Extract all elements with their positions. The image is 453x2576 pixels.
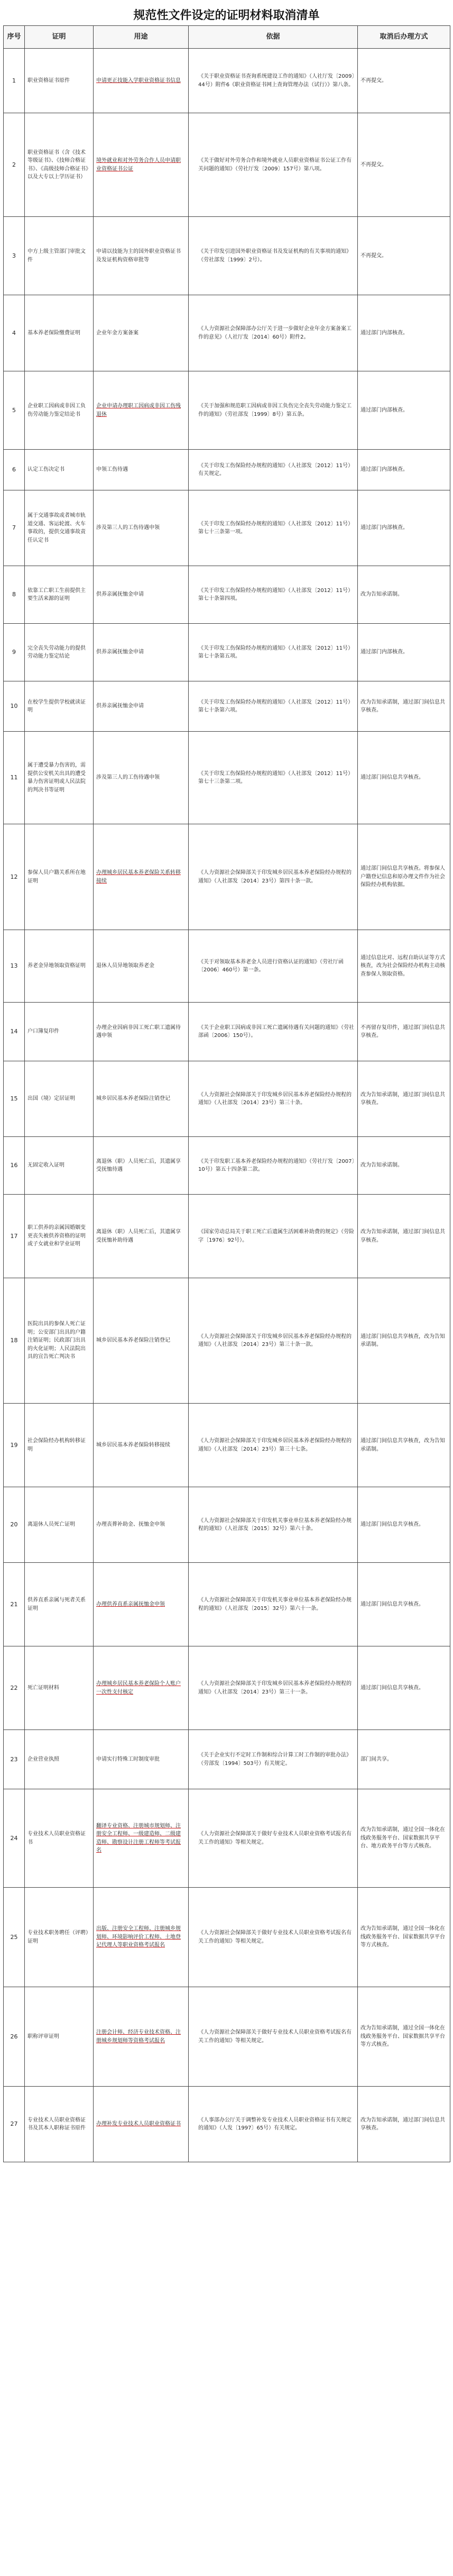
row-certificate: 职业资格证书原件 bbox=[25, 49, 94, 113]
purpose-text: 申请更正技能入学职业资格证书信息 bbox=[96, 77, 181, 84]
table-row bbox=[4, 1003, 450, 1061]
purpose-text: 企业年金方案备案 bbox=[96, 330, 138, 336]
table-row bbox=[4, 1404, 450, 1487]
purpose-text: 办理丧葬补助金、抚恤金申领 bbox=[96, 1522, 165, 1528]
row-after-cancellation: 改为告知承诺制，通过全国一体化在线政务服务平台、国家数据共享平台、地方政务平台等方式核查。 bbox=[358, 1789, 450, 1888]
table-row bbox=[4, 371, 450, 450]
row-number: 6 bbox=[4, 450, 25, 490]
row-after-cancellation: 不再提交。 bbox=[358, 217, 450, 295]
purpose-text: 涉及第三人的工伤待遇申领 bbox=[96, 525, 160, 531]
page-title: 规范性文件设定的证明材料取消清单 bbox=[133, 8, 320, 22]
row-certificate: 属于交通事故或者城市轨道交通、客运轮渡、火车事故的，提供交通事故责任认定书 bbox=[25, 490, 94, 566]
row-purpose bbox=[94, 490, 189, 566]
row-after-cancellation: 改为告知承诺制，通过全国一体化在线政务服务平台、国家数据共享平台等方式核查。 bbox=[358, 1987, 450, 2087]
row-certificate: 离退休人员死亡证明 bbox=[25, 1487, 94, 1563]
row-number: 14 bbox=[4, 1003, 25, 1061]
purpose-text: 境外就业和对外劳务合作人员申请职业资格证书公证 bbox=[96, 158, 181, 172]
table-row bbox=[4, 824, 450, 930]
header-certificate: 证明 bbox=[25, 26, 94, 49]
row-certificate: 基本养老保险缴费证明 bbox=[25, 295, 94, 371]
purpose-text: 申请实行特殊工时制度审批 bbox=[96, 1756, 160, 1762]
row-number: 18 bbox=[4, 1278, 25, 1404]
row-basis: 《关于对领取基本养老金人员进行资格认证的通知》（劳社厅函〔2006〕460号）第一条。 bbox=[189, 930, 358, 1003]
row-purpose bbox=[94, 1888, 189, 1987]
row-purpose bbox=[94, 1646, 189, 1730]
row-after-cancellation: 改为告知承诺制。 bbox=[358, 566, 450, 624]
row-purpose bbox=[94, 1061, 189, 1137]
row-after-cancellation: 通过部门间信息共享核查。 bbox=[358, 1563, 450, 1646]
row-after-cancellation: 通过部门内部核查。 bbox=[358, 295, 450, 371]
table-row bbox=[4, 624, 450, 681]
row-certificate: 中方上级主管部门审批文件 bbox=[25, 217, 94, 295]
row-basis: 《关于印发职工基本养老保险经办规程的通知》（劳社厅发〔2007〕10号）第五十四条第二款。 bbox=[189, 1137, 358, 1195]
row-basis: 《人力资源社会保障部关于印发城乡居民基本养老保险经办规程的通知》（人社部发〔2014〕23号）第三十七条。 bbox=[189, 1404, 358, 1487]
row-after-cancellation: 通过部门间信息共享核查。 bbox=[358, 1487, 450, 1563]
row-purpose bbox=[94, 1730, 189, 1789]
row-number: 17 bbox=[4, 1195, 25, 1278]
row-certificate: 专业技术职务聘任（评聘）证明 bbox=[25, 1888, 94, 1987]
row-number: 22 bbox=[4, 1646, 25, 1730]
row-number: 11 bbox=[4, 732, 25, 824]
row-certificate: 出国（境）定居证明 bbox=[25, 1061, 94, 1137]
row-basis: 《关于做好对外劳务合作和境外就业人员职业资格证书公证工作有关问题的通知》（劳社厅发〔2009〕157号）第八项。 bbox=[189, 113, 358, 217]
row-number: 13 bbox=[4, 930, 25, 1003]
table-row bbox=[4, 113, 450, 217]
row-after-cancellation: 改为告知承诺制，通过部门间信息共享核查。 bbox=[358, 2087, 450, 2162]
row-number: 16 bbox=[4, 1137, 25, 1195]
row-after-cancellation: 通过部门内部核查。 bbox=[358, 450, 450, 490]
row-basis: 《人力资源社会保障部关于印发机关事业单位基本养老保险经办规程的通知》（人社部发〔2015〕32号）第六十条。 bbox=[189, 1487, 358, 1563]
row-number: 24 bbox=[4, 1789, 25, 1888]
table-row bbox=[4, 1061, 450, 1137]
row-certificate: 专业技术人员职业资格证书及其本人职称证书原件 bbox=[25, 2087, 94, 2162]
table-row bbox=[4, 450, 450, 490]
purpose-text: 供养亲属抚恤金申请 bbox=[96, 703, 144, 709]
row-certificate: 养老金异地领取资格证明 bbox=[25, 930, 94, 1003]
row-number: 20 bbox=[4, 1487, 25, 1563]
purpose-text: 出版、注册安全工程师、注册城乡规划师、环境影响评价工程师、土地登记代理人等职业资格考试报名 bbox=[96, 1926, 181, 1949]
table-row bbox=[4, 1987, 450, 2087]
row-purpose bbox=[94, 295, 189, 371]
row-purpose bbox=[94, 1137, 189, 1195]
row-certificate: 企业营业执照 bbox=[25, 1730, 94, 1789]
row-basis: 《关于印发引进国外职业资格证书及发证机构的有关事项的通知》（劳社部发〔1999〕2号）。 bbox=[189, 217, 358, 295]
table-row bbox=[4, 295, 450, 371]
row-after-cancellation: 不再留存复印件，通过部门间信息共享核查。 bbox=[358, 1003, 450, 1061]
row-certificate: 专业技术人员职业资格证书 bbox=[25, 1789, 94, 1888]
row-certificate: 户口簿复印件 bbox=[25, 1003, 94, 1061]
row-certificate: 认定工伤决定书 bbox=[25, 450, 94, 490]
row-number: 10 bbox=[4, 681, 25, 732]
row-certificate: 无固定收入证明 bbox=[25, 1137, 94, 1195]
row-basis: 《人力资源社会保障部办公厅关于进一步做好企业年金方案备案工作的意见》（人社厅发〔2014〕60号）附件2。 bbox=[189, 295, 358, 371]
row-purpose bbox=[94, 624, 189, 681]
row-purpose bbox=[94, 371, 189, 450]
table-row bbox=[4, 930, 450, 1003]
purpose-text: 供养亲属抚恤金申请 bbox=[96, 649, 144, 656]
purpose-text: 城乡居民基本养老保险转移接续 bbox=[96, 1442, 170, 1448]
row-purpose bbox=[94, 2087, 189, 2162]
table-row bbox=[4, 1730, 450, 1789]
row-purpose bbox=[94, 1789, 189, 1888]
row-after-cancellation: 改为告知承诺制，通过部门间信息共享核查。 bbox=[358, 1195, 450, 1278]
row-number: 7 bbox=[4, 490, 25, 566]
row-number: 21 bbox=[4, 1563, 25, 1646]
row-number: 15 bbox=[4, 1061, 25, 1137]
purpose-text: 城乡居民基本养老保险注销登记 bbox=[96, 1337, 170, 1344]
row-number: 8 bbox=[4, 566, 25, 624]
row-number: 27 bbox=[4, 2087, 25, 2162]
row-purpose bbox=[94, 732, 189, 824]
row-after-cancellation: 通过部门内部核查。 bbox=[358, 371, 450, 450]
purpose-text: 办理企业因病非因工死亡职工遗属待遇申领 bbox=[96, 1024, 181, 1039]
row-purpose bbox=[94, 217, 189, 295]
row-purpose bbox=[94, 1278, 189, 1404]
row-basis: 《关于印发工伤保险经办规程的通知》（人社部发〔2012〕11号）第七十条第四项。 bbox=[189, 566, 358, 624]
table-row bbox=[4, 1789, 450, 1888]
row-purpose bbox=[94, 1195, 189, 1278]
row-certificate: 供养直系亲属与死者关系证明 bbox=[25, 1563, 94, 1646]
row-after-cancellation: 通过部门间信息共享核查，改为告知承诺制。 bbox=[358, 1278, 450, 1404]
row-number: 2 bbox=[4, 113, 25, 217]
row-basis: 《人力资源社会保障部关于印发城乡居民基本养老保险经办规程的通知》（人社部发〔2014〕23号）第四十条一款。 bbox=[189, 824, 358, 930]
table-row bbox=[4, 1278, 450, 1404]
purpose-text: 办理供养直系亲属抚恤金申领 bbox=[96, 1601, 165, 1607]
row-purpose bbox=[94, 1487, 189, 1563]
purpose-text: 办理城乡居民基本养老保险个人账户一次性支付核定 bbox=[96, 1681, 181, 1695]
row-purpose bbox=[94, 681, 189, 732]
row-basis: 《人力资源社会保障部关于印发城乡居民基本养老保险经办规程的通知》（人社部发〔2014〕23号）第三十条。 bbox=[189, 1061, 358, 1137]
header-basis: 依据 bbox=[189, 26, 358, 49]
purpose-text: 翻译专业资格、注册城市规划师、注册安全工程师、一级建造师、二级建造师、勘察设计注册工程师等考试报名 bbox=[96, 1823, 181, 1853]
row-certificate: 职称评审证明 bbox=[25, 1987, 94, 2087]
cancellation-table bbox=[3, 25, 450, 2162]
row-certificate: 属于遭受暴力伤害的，需提供公安机关出具的遭受暴力伤害证明或人民法院的判决书等证明 bbox=[25, 732, 94, 824]
row-number: 5 bbox=[4, 371, 25, 450]
row-purpose bbox=[94, 1003, 189, 1061]
row-basis: 《关于企业实行不定时工作制和综合计算工时工作制的审批办法》（劳部发〔1994〕503号）有关规定。 bbox=[189, 1730, 358, 1789]
row-certificate: 企业职工因病或非因工负伤劳动能力鉴定结论书 bbox=[25, 371, 94, 450]
row-basis: 《人力资源社会保障部关于印发城乡居民基本养老保险经办规程的通知》（人社部发〔2014〕23号）第三十条一款。 bbox=[189, 1278, 358, 1404]
row-certificate: 在校学生提供学校就读证明 bbox=[25, 681, 94, 732]
row-number: 12 bbox=[4, 824, 25, 930]
row-after-cancellation: 通过部门间信息共享核查。 bbox=[358, 1646, 450, 1730]
row-after-cancellation: 通过部门间信息共享核查。将参保人户籍登记信息和原办理文件作为社会保险经办机构依据。 bbox=[358, 824, 450, 930]
table-row bbox=[4, 732, 450, 824]
header-after-cancellation: 取消后办理方式 bbox=[358, 26, 450, 49]
purpose-text: 城乡居民基本养老保险注销登记 bbox=[96, 1096, 170, 1102]
row-after-cancellation: 部门间共享。 bbox=[358, 1730, 450, 1789]
row-after-cancellation: 通过信息比对、远程自助认证等方式核查，改为社会保险经办机构主动核查参保人领取资格。 bbox=[358, 930, 450, 1003]
table-row bbox=[4, 1646, 450, 1730]
table-row bbox=[4, 1487, 450, 1563]
row-certificate: 职业资格证书（含《技术等级证书》、《技师合格证书》、《高级技师合格证书》以及大专以上学历证书） bbox=[25, 113, 94, 217]
row-certificate: 社会保险经办机构转移证明 bbox=[25, 1404, 94, 1487]
table-header-row bbox=[4, 26, 450, 49]
row-purpose bbox=[94, 1987, 189, 2087]
row-purpose bbox=[94, 824, 189, 930]
row-purpose bbox=[94, 113, 189, 217]
row-certificate: 完全丧失劳动能力的提供劳动能力鉴定结论 bbox=[25, 624, 94, 681]
row-purpose bbox=[94, 1563, 189, 1646]
row-basis: 《人力资源社会保障部关于做好专业技术人员职业资格考试报名有关工作的通知》等相关规定。 bbox=[189, 1888, 358, 1987]
row-after-cancellation: 改为告知承诺制，通过全国一体化在线政务服务平台、国家数据共享平台等方式核查。 bbox=[358, 1888, 450, 1987]
row-after-cancellation: 通过部门内部核查。 bbox=[358, 490, 450, 566]
row-basis: 《国家劳动总局关于职工死亡后遗属生活困难补助费的规定》（劳险字〔1976〕92号）。 bbox=[189, 1195, 358, 1278]
row-after-cancellation: 改为告知承诺制，通过部门间信息共享核查。 bbox=[358, 1061, 450, 1137]
table-row bbox=[4, 2087, 450, 2162]
row-after-cancellation: 不再提交。 bbox=[358, 49, 450, 113]
purpose-text: 离退休（职）人员死亡后，其遗属享受抚恤补助待遇 bbox=[96, 1229, 181, 1243]
row-certificate: 职工供养的亲属因婚姻变更丧失被供养资格的证明或子女就业和学业证明 bbox=[25, 1195, 94, 1278]
row-number: 26 bbox=[4, 1987, 25, 2087]
table-row bbox=[4, 49, 450, 113]
row-basis: 《关于加强和规范职工因病或非因工负伤完全丧失劳动能力鉴定工作的通知》（劳社部发〔1999〕8号）第五条。 bbox=[189, 371, 358, 450]
row-certificate: 依靠工亡职工生前提供主要生活来源的证明 bbox=[25, 566, 94, 624]
row-number: 4 bbox=[4, 295, 25, 371]
row-purpose bbox=[94, 1404, 189, 1487]
row-purpose bbox=[94, 566, 189, 624]
row-number: 1 bbox=[4, 49, 25, 113]
purpose-text: 办理补发专业技术人员职业资格证书 bbox=[96, 2121, 181, 2127]
row-purpose bbox=[94, 930, 189, 1003]
row-after-cancellation: 通过部门间信息共享核查，改为告知承诺制。 bbox=[358, 1404, 450, 1487]
row-purpose bbox=[94, 450, 189, 490]
row-number: 19 bbox=[4, 1404, 25, 1487]
table-row bbox=[4, 1195, 450, 1278]
row-number: 25 bbox=[4, 1888, 25, 1987]
header-purpose: 用途 bbox=[94, 26, 189, 49]
row-basis: 《人事部办公厅关于调整补发专业技术人员职业资格证书有关规定的通知》（人发〔1997〕65号）有关规定。 bbox=[189, 2087, 358, 2162]
table-row bbox=[4, 217, 450, 295]
row-basis: 《关于印发工伤保险经办规程的通知》（人社部发〔2012〕11号）第七十条第五项。 bbox=[189, 624, 358, 681]
purpose-text: 申请以技能为主的国外职业资格证书及发证机构资格审批等 bbox=[96, 249, 181, 263]
row-after-cancellation: 通过部门内部核查。 bbox=[358, 624, 450, 681]
row-number: 9 bbox=[4, 624, 25, 681]
table-row bbox=[4, 1888, 450, 1987]
row-purpose bbox=[94, 49, 189, 113]
row-certificate: 参保人员户籍关系所在地证明 bbox=[25, 824, 94, 930]
purpose-text: 涉及第三人的工伤待遇申领 bbox=[96, 775, 160, 781]
row-number: 23 bbox=[4, 1730, 25, 1789]
table-row bbox=[4, 566, 450, 624]
purpose-text: 注册会计师、经济专业技术资格、注册城乡规划师等资格考试报名 bbox=[96, 2029, 181, 2044]
row-basis: 《人力资源社会保障部关于做好专业技术人员职业资格考试报名有关工作的通知》等相关规定。 bbox=[189, 1789, 358, 1888]
purpose-text: 供养亲属抚恤金申请 bbox=[96, 591, 144, 598]
row-certificate: 医院出具的参保人死亡证明；公安部门出具的户籍注销证明；民政部门出具的火化证明；人民法院出具的宣告死亡判决书 bbox=[25, 1278, 94, 1404]
row-after-cancellation: 通过部门间信息共享核查。 bbox=[358, 732, 450, 824]
row-after-cancellation: 改为告知承诺制，通过部门间信息共享核查。 bbox=[358, 681, 450, 732]
row-certificate: 死亡证明材料 bbox=[25, 1646, 94, 1730]
row-basis: 《关于职业资格证书查询系统建设工作的通知》（人社厅发〔2009〕44号）附件6《职业资格证书网上查询管理办法（试行）》第八条。 bbox=[189, 49, 358, 113]
row-basis: 《关于企业职工因病或非因工死亡遗属待遇有关问题的通知》（劳社部函〔2006〕150号）。 bbox=[189, 1003, 358, 1061]
row-basis: 《人力资源社会保障部关于印发机关事业单位基本养老保险经办规程的通知》（人社部发〔2015〕32号）第六十一条。 bbox=[189, 1563, 358, 1646]
row-basis: 《人力资源社会保障部关于做好专业技术人员职业资格考试报名有关工作的通知》等相关规定。 bbox=[189, 1987, 358, 2087]
row-after-cancellation: 不再提交。 bbox=[358, 113, 450, 217]
row-basis: 《关于印发工伤保险经办规程的通知》（人社部发〔2012〕11号）第七十三条第一项。 bbox=[189, 490, 358, 566]
table-row bbox=[4, 1137, 450, 1195]
purpose-text: 离退休（职）人员死亡后，其遗属享受抚恤待遇 bbox=[96, 1158, 181, 1172]
row-basis: 《人力资源社会保障部关于印发城乡居民基本养老保险经办规程的通知》（人社部发〔2014〕23号）第三十一条。 bbox=[189, 1646, 358, 1730]
header-no: 序号 bbox=[4, 26, 25, 49]
purpose-text: 企业申请办理职工因病或非因工伤残退休 bbox=[96, 403, 181, 417]
row-basis: 《关于印发工伤保险经办规程的通知》（人社部发〔2012〕11号）第七十三条第二项。 bbox=[189, 732, 358, 824]
row-number: 3 bbox=[4, 217, 25, 295]
table-row bbox=[4, 681, 450, 732]
purpose-text: 申领工伤待遇 bbox=[96, 467, 128, 473]
purpose-text: 办理城乡居民基本养老保险关系转移接续 bbox=[96, 870, 181, 884]
purpose-text: 退休人员异地领取养老金 bbox=[96, 963, 154, 969]
row-basis: 《关于印发工伤保险经办规程的通知》（人社部发〔2012〕11号）第七十条第六项。 bbox=[189, 681, 358, 732]
row-basis: 《关于印发工伤保险经办规程的通知》（人社部发〔2012〕11号）有关规定。 bbox=[189, 450, 358, 490]
table-row bbox=[4, 1563, 450, 1646]
row-after-cancellation: 改为告知承诺制。 bbox=[358, 1137, 450, 1195]
table-row bbox=[4, 490, 450, 566]
